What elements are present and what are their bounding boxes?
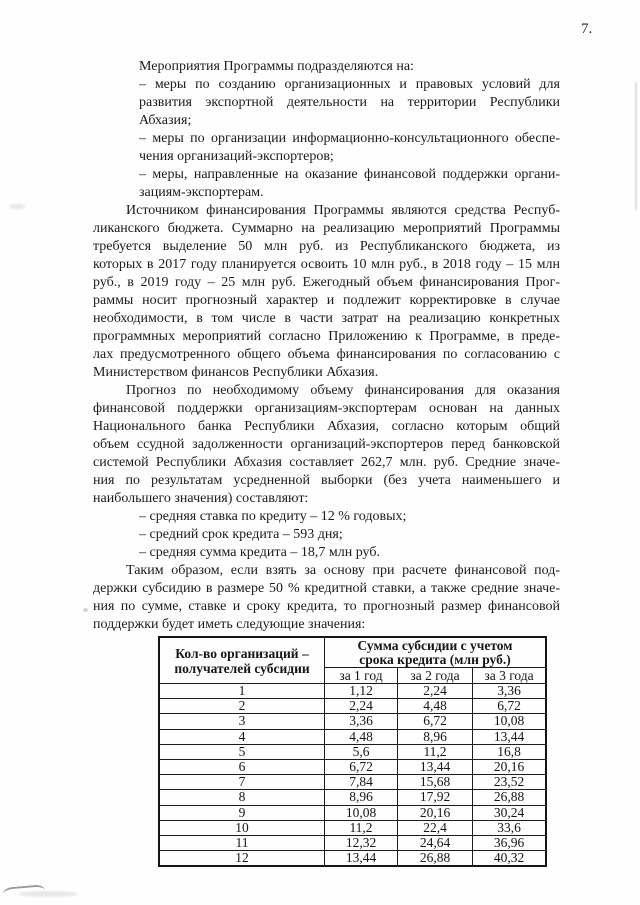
table-cell-org-count: 11 — [159, 835, 325, 850]
table-cell-org-count: 2 — [159, 699, 325, 714]
text-line: Таким образом, если взять за основу при расчете финансовой под- — [126, 563, 560, 578]
text-block-para — [93, 562, 560, 634]
subsidy-table-wrap — [158, 636, 547, 867]
table-row — [159, 851, 546, 867]
table-cell-subsidy: 7,84 — [325, 775, 398, 790]
table-cell-org-count: 4 — [159, 729, 325, 744]
table-cell-subsidy: 6,72 — [398, 714, 473, 729]
table-cell-subsidy: 13,44 — [473, 729, 547, 744]
table-cell-org-count: 10 — [159, 820, 325, 835]
text-line: финансовой поддержки организациям-экспортерам основан на данных — [93, 401, 560, 416]
table-row — [159, 835, 546, 850]
text-line: – меры по созданию организационных и правовых условий для — [139, 77, 560, 92]
table-cell-subsidy: 11,2 — [398, 744, 473, 759]
table-cell-subsidy: 20,16 — [473, 759, 547, 774]
table-row — [159, 820, 546, 835]
table-cell-subsidy: 40,32 — [473, 851, 547, 867]
table-cell-org-count: 5 — [159, 744, 325, 759]
table-cell-subsidy: 6,72 — [473, 699, 547, 714]
table-row — [159, 805, 546, 820]
table-cell-subsidy: 30,24 — [473, 805, 547, 820]
table-cell-subsidy: 12,32 — [325, 835, 398, 850]
text-block-item — [139, 130, 560, 166]
table-subheader-year-1: за 1 год — [325, 668, 398, 684]
table-cell-subsidy: 13,44 — [325, 851, 398, 867]
text-line: Мероприятия Программы подразделяются на: — [139, 59, 414, 74]
table-row — [159, 684, 546, 699]
table-cell-subsidy: 8,96 — [325, 790, 398, 805]
table-row — [159, 744, 546, 759]
table-cell-subsidy: 26,88 — [398, 851, 473, 867]
text-line: ния по сумме, ставке и сроку кредита, то прогнозный размер финансовой — [93, 599, 560, 614]
table-cell-org-count: 9 — [159, 805, 325, 820]
table-subheader-year-3: за 3 года — [473, 668, 547, 684]
table-cell-subsidy: 2,24 — [398, 684, 473, 699]
text-line: Абхазия; — [139, 113, 192, 128]
text-line: наибольшего значения) составляют: — [93, 491, 309, 506]
table-cell-subsidy: 3,36 — [325, 714, 398, 729]
text-block-lead — [139, 58, 560, 76]
table-header-subsidy-sum — [325, 637, 547, 668]
text-block-para — [93, 382, 560, 508]
text-line: – средняя сумма кредита – 18,7 млн руб. — [139, 545, 380, 560]
scan-artifact-dot — [83, 608, 88, 612]
table-header-line: получателей субсидии — [174, 660, 310, 676]
text-line: системой Республики Абхазия составляет 262,7 млн. руб. Средние значе- — [93, 455, 560, 470]
table-cell-org-count: 3 — [159, 714, 325, 729]
text-line: объем ссудной задолженности организаций-экспортеров перед банковской — [93, 437, 560, 452]
text-block-dash — [139, 526, 560, 544]
text-line: руб., в 2019 году – 25 млн руб. Ежегодный объем финансирования Прог- — [93, 275, 560, 290]
table-cell-subsidy: 33,6 — [473, 820, 547, 835]
scan-artifact-left-smudge — [9, 204, 25, 209]
page-number: 7. — [581, 21, 593, 37]
text-line: Источником финансирования Программы являются средства Респуб- — [126, 203, 560, 218]
text-line: ликанского бюджета. Суммарно на реализацию мероприятий Программы — [93, 221, 560, 236]
table-cell-subsidy: 3,36 — [473, 684, 547, 699]
text-line: развития экспортной деятельности на территории Республики — [139, 95, 560, 110]
table-cell-subsidy: 23,52 — [473, 775, 547, 790]
text-line: которых в 2017 году планируется освоить 10 млн руб., в 2018 году – 15 млн — [93, 257, 560, 272]
table-row — [159, 729, 546, 744]
table-cell-subsidy: 4,48 — [398, 699, 473, 714]
table-cell-subsidy: 17,92 — [398, 790, 473, 805]
text-block-item — [139, 166, 560, 202]
table-header-line: срока кредита (млн руб.) — [359, 651, 511, 667]
text-line: – средняя ставка по кредиту – 12 % годовых; — [139, 509, 407, 524]
table-cell-subsidy: 10,08 — [473, 714, 547, 729]
table-cell-subsidy: 5,6 — [325, 744, 398, 759]
text-line: раммы носит прогнозный характер и подлежит корректировке в случае — [93, 293, 560, 308]
table-header-org-count — [159, 637, 325, 684]
scan-artifact-corner-smudge — [18, 891, 78, 897]
table-cell-subsidy: 20,16 — [398, 805, 473, 820]
table-cell-org-count: 12 — [159, 851, 325, 867]
table-cell-subsidy: 6,72 — [325, 759, 398, 774]
table-cell-subsidy: 1,12 — [325, 684, 398, 699]
table-cell-org-count: 8 — [159, 790, 325, 805]
text-block-item — [139, 76, 560, 130]
text-line: держки субсидию в размере 50 % кредитной ставки, а также средние значе- — [93, 581, 560, 596]
text-line: Прогноз по необходимому объему финансирования для оказания — [126, 383, 560, 398]
table-row — [159, 699, 546, 714]
text-line: Министерством финансов Республики Абхазия. — [93, 365, 379, 380]
table-cell-org-count: 6 — [159, 759, 325, 774]
table-cell-subsidy: 13,44 — [398, 759, 473, 774]
scan-artifact-corner-mark — [3, 884, 46, 900]
text-block-para — [93, 202, 560, 382]
table-cell-subsidy: 36,96 — [473, 835, 547, 850]
table-row — [159, 775, 546, 790]
text-line: зациям-экспортерам. — [139, 185, 264, 200]
table-cell-subsidy: 22,4 — [398, 820, 473, 835]
table-cell-org-count: 7 — [159, 775, 325, 790]
document-text — [93, 58, 560, 634]
text-line: ния по результатам усредненной выборки (без учета наименьшего и — [93, 473, 560, 488]
text-line: – средний срок кредита – 593 дня; — [139, 527, 343, 542]
table-row — [159, 759, 546, 774]
text-line: лах предусмотренного общего объема финансирования по согласованию с — [93, 347, 560, 362]
table-cell-subsidy: 10,08 — [325, 805, 398, 820]
subsidy-table — [158, 636, 547, 867]
table-cell-subsidy: 2,24 — [325, 699, 398, 714]
text-line: – меры, направленные на оказание финансовой поддержки органи- — [139, 167, 560, 182]
subsidy-table-body — [159, 684, 546, 867]
text-line: поддержки будет иметь следующие значения: — [93, 617, 366, 632]
text-line: Национального банка Республики Абхазия, согласно которым общий — [93, 419, 560, 434]
text-line: требуется выделение 50 млн руб. из Республиканского бюджета, из — [93, 239, 560, 254]
text-line: программных мероприятий согласно Приложению к Программе, в преде- — [93, 329, 560, 344]
scan-artifact-right-edge — [635, 82, 637, 210]
table-cell-org-count: 1 — [159, 684, 325, 699]
table-cell-subsidy: 26,88 — [473, 790, 547, 805]
table-header-line: Кол-во организаций – — [175, 645, 309, 661]
text-block-dash — [139, 508, 560, 526]
text-line: чения организаций-экспортеров; — [139, 149, 334, 164]
table-header-line: Сумма субсидии с учетом — [357, 637, 513, 653]
text-block-dash — [139, 544, 560, 562]
table-cell-subsidy: 11,2 — [325, 820, 398, 835]
text-line: необходимости, в том числе в части затрат на реализацию конкретных — [93, 311, 560, 326]
table-subheader-year-2: за 2 года — [398, 668, 473, 684]
subsidy-table-header — [159, 637, 546, 684]
table-cell-subsidy: 15,68 — [398, 775, 473, 790]
table-cell-subsidy: 4,48 — [325, 729, 398, 744]
text-line: – меры по организации информационно-консультационного обеспе- — [139, 131, 560, 146]
table-cell-subsidy: 24,64 — [398, 835, 473, 850]
table-row — [159, 714, 546, 729]
table-cell-subsidy: 8,96 — [398, 729, 473, 744]
table-cell-subsidy: 16,8 — [473, 744, 547, 759]
table-row — [159, 790, 546, 805]
